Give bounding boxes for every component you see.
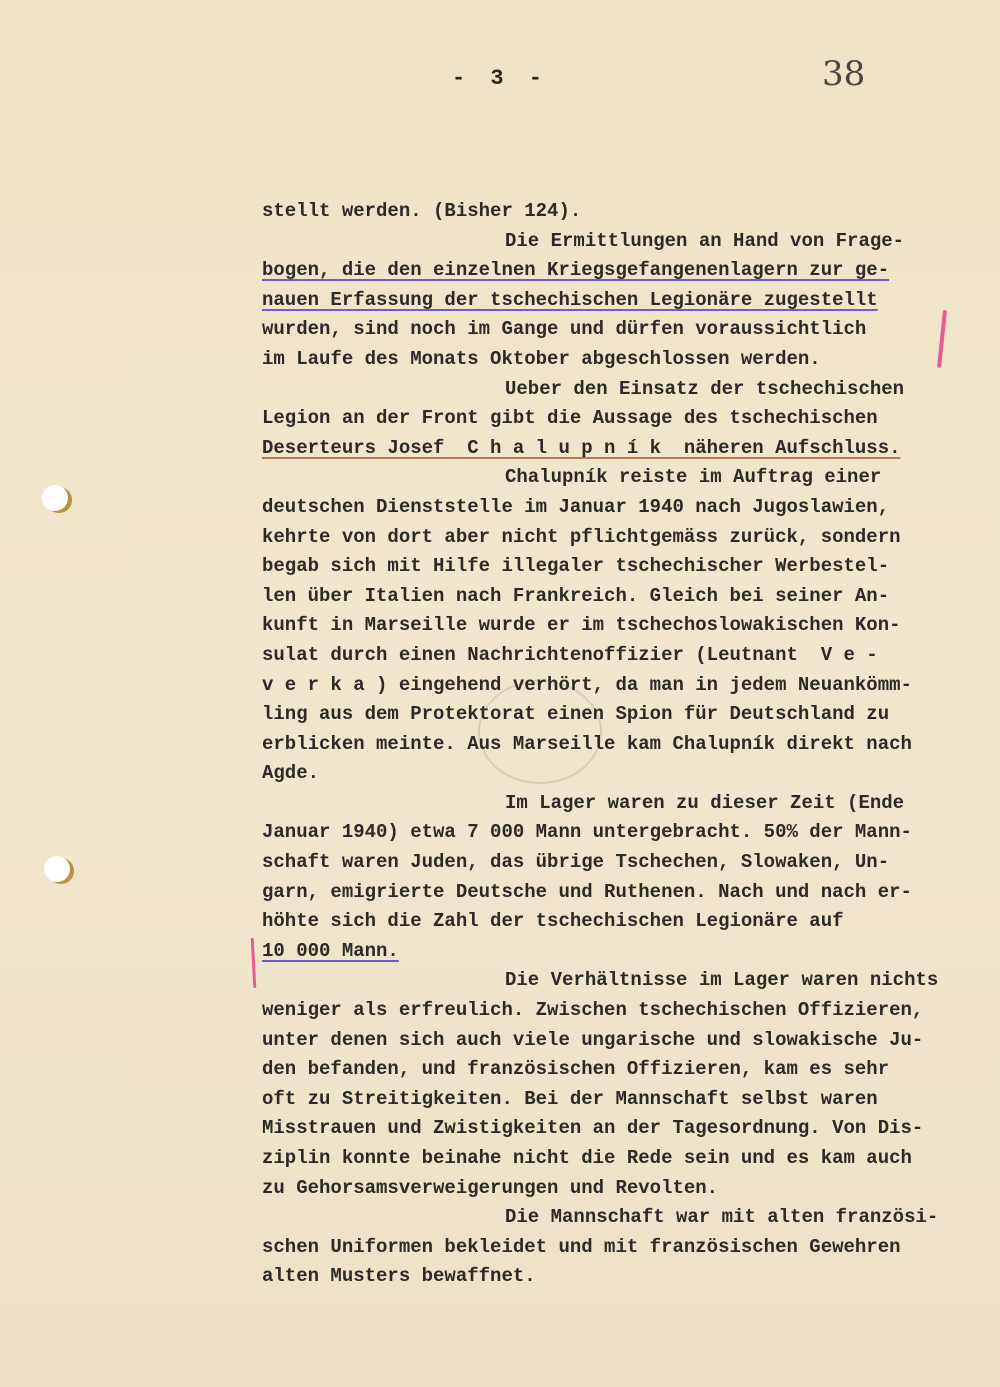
punch-hole-bottom: [44, 856, 70, 882]
margin-mark-left: [251, 938, 257, 988]
text-line: alten Musters bewaffnet.: [262, 1265, 536, 1288]
text-line: stellt werden. (Bisher 124).: [262, 200, 582, 222]
text-line: len über Italien nach Frankreich. Gleich bei seiner An-: [262, 584, 890, 607]
text-line: kehrte von dort aber nicht pflichtgemäss zurück, sondern: [262, 525, 901, 548]
folio-number: 38: [822, 54, 866, 94]
text-line: kunft in Marseille wurde er im tschechoslowakischen Kon-: [262, 614, 901, 637]
text-line: wurden, sind noch im Gange und dürfen voraussichtlich: [262, 318, 867, 341]
text-line: schaft waren Juden, das übrige Tschechen, Slowaken, Un-: [262, 851, 890, 874]
text-line: unter denen sich auch viele ungarische und slowakische Ju-: [262, 1028, 924, 1051]
document-body: [262, 197, 982, 1292]
text-line: deutschen Dienststelle im Januar 1940 nach Jugoslawien,: [262, 495, 890, 518]
text-line: oft zu Streitigkeiten. Bei der Mannschaft selbst waren: [262, 1087, 878, 1110]
text-line-underlined: bogen, die den einzelnen Kriegsgefangenenlagern zur ge-: [262, 259, 890, 282]
text-line: zu Gehorsamsverweigerungen und Revolten.: [262, 1176, 719, 1199]
text-line: Die Mannschaft war mit alten französi-: [505, 1206, 939, 1229]
text-line: begab sich mit Hilfe illegaler tschechischer Werbestel-: [262, 555, 890, 578]
text-line: weniger als erfreulich. Zwischen tschechischen Offizieren,: [262, 999, 924, 1022]
text-line: Im Lager waren zu dieser Zeit (Ende: [505, 791, 905, 814]
text-line: den befanden, und französischen Offizieren, kam es sehr: [262, 1058, 890, 1081]
text-line: Legion an der Front gibt die Aussage des tschechischen: [262, 407, 878, 430]
text-line: Die Ermittlungen an Hand von Frage-: [505, 229, 905, 252]
text-line: im Laufe des Monats Oktober abgeschlossen werden.: [262, 347, 821, 370]
punch-hole-top: [42, 485, 68, 511]
text-line: Ueber den Einsatz der tschechischen: [505, 377, 905, 400]
text-line-underlined: Deserteurs Josef C h a l u p n í k näheren Aufschluss.: [262, 436, 901, 459]
text-line: sulat durch einen Nachrichtenoffizier (Leutnant V e -: [262, 643, 878, 666]
text-line: Agde.: [262, 762, 320, 785]
text-line: Die Verhältnisse im Lager waren nichts: [505, 969, 939, 992]
text-line: v e r k a ) eingehend verhört, da man in jedem Neuankömm-: [262, 673, 912, 696]
text-line: Januar 1940) etwa 7 000 Mann untergebracht. 50% der Mann-: [262, 821, 912, 844]
text-line: schen Uniformen bekleidet und mit französischen Gewehren: [262, 1235, 901, 1258]
text-line: Misstrauen und Zwistigkeiten an der Tagesordnung. Von Dis-: [262, 1117, 924, 1140]
text-line: Chalupník reiste im Auftrag einer: [505, 466, 882, 489]
page-number: - 3 -: [451, 66, 548, 91]
text-line: garn, emigrierte Deutsche und Ruthenen. Nach und nach er-: [262, 880, 912, 903]
text-line: erblicken meinte. Aus Marseille kam Chalupník direkt nach: [262, 732, 912, 755]
text-line-underlined: nauen Erfassung der tschechischen Legionäre zugestellt: [262, 288, 878, 311]
text-line: ziplin konnte beinahe nicht die Rede sein und es kam auch: [262, 1147, 912, 1169]
text-line: höhte sich die Zahl der tschechischen Legionäre auf: [262, 910, 844, 933]
text-line-underlined: 10 000 Mann.: [262, 939, 399, 962]
text-line: ling aus dem Protektorat einen Spion für Deutschland zu: [262, 703, 890, 726]
